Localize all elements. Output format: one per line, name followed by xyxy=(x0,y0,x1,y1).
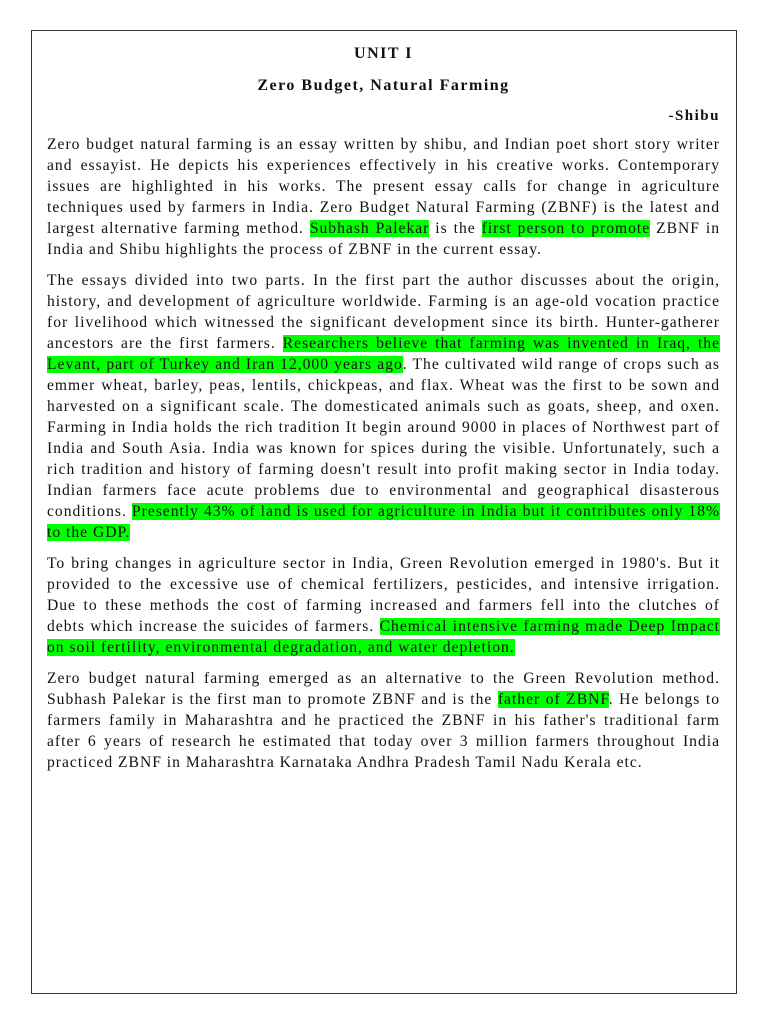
highlighted-text: Subhash Palekar xyxy=(309,220,430,237)
text-segment: . He belongs to farmers family in Maharashtra and he practiced the ZBNF in his father's traditional farm after 6 years of research he estimated that today over 3 million farmers throughout India practiced ZBNF in Maharashtra Karnataka Andhra Pradesh Tamil Nadu Kerala etc. xyxy=(47,691,720,771)
text-segment: Zero budget natural farming is an essay written by shibu, and Indian poet short story writer and essayist. He depicts his experiences effectively in his creative works. Contemporary issues are highlighted in his works. The present essay calls for change in agriculture techniques used by farmers in India. Zero Budget Natural Farming (ZBNF) is the latest and largest alternative farming method. xyxy=(47,136,720,237)
highlighted-text: Chemical intensive farming made Deep Impact on soil fertility, environmental degradation, and water depletion. xyxy=(47,618,721,656)
author-name: -Shibu xyxy=(668,108,720,124)
text-segment: Zero budget natural farming emerged as an alternative to the Green Revolution method. Subhash Palekar is the first man to promote ZBNF and is the xyxy=(47,670,720,708)
highlighted-text: first person to promote xyxy=(481,220,651,237)
essay-title: Zero Budget, Natural Farming xyxy=(257,77,510,94)
document-content xyxy=(47,44,720,783)
text-segment: To bring changes in agriculture sector in India, Green Revolution emerged in 1980's. But it provided to the excessive use of chemical fertilizers, pesticides, and intensive irrigation. Due to these methods the cost of farming increased and farmers fell into the clutches of debts which increase the suicides of farmers. xyxy=(47,555,720,635)
text-segment: is the xyxy=(429,220,482,237)
paragraph-4 xyxy=(47,668,720,773)
text-segment: The essays divided into two parts. In the first part the author discusses about the origin, history, and development of agriculture worldwide. Farming is an age-old vocation practice for livelihood which witnessed the significant development since its birth. Hunter-gatherer ancestors are the first farmers. xyxy=(47,272,720,352)
paragraph-2 xyxy=(47,270,720,543)
unit-heading: UNIT I xyxy=(354,45,413,62)
highlighted-text: father of ZBNF xyxy=(497,691,609,708)
text-segment: . The cultivated wild range of crops such as emmer wheat, barley, peas, lentils, chickpeas, and flax. Wheat was the first to be sown and harvested on a significant scale. The domesticated animals such as goats, sheep, and oxen. Farming in India holds the rich tradition It begin around 9000 in places of Northwest part of India and South Asia. India was known for spices during the visible. Unfortunately, such a rich tradition and history of farming doesn't result into profit making sector in India today. Indian farmers face acute problems due to environmental and geographical disasterous conditions. xyxy=(47,356,720,520)
paragraph-3 xyxy=(47,553,720,658)
paragraph-1 xyxy=(47,134,720,260)
highlighted-text: Presently 43% of land is used for agriculture in India but it contributes only 18% to the GDP. xyxy=(47,503,720,541)
highlighted-text: Researchers believe that farming was invented in Iraq, the Levant, part of Turkey and Iran 12,000 years ago xyxy=(47,335,721,373)
text-segment: ZBNF in India and Shibu highlights the process of ZBNF in the current essay. xyxy=(47,220,721,258)
